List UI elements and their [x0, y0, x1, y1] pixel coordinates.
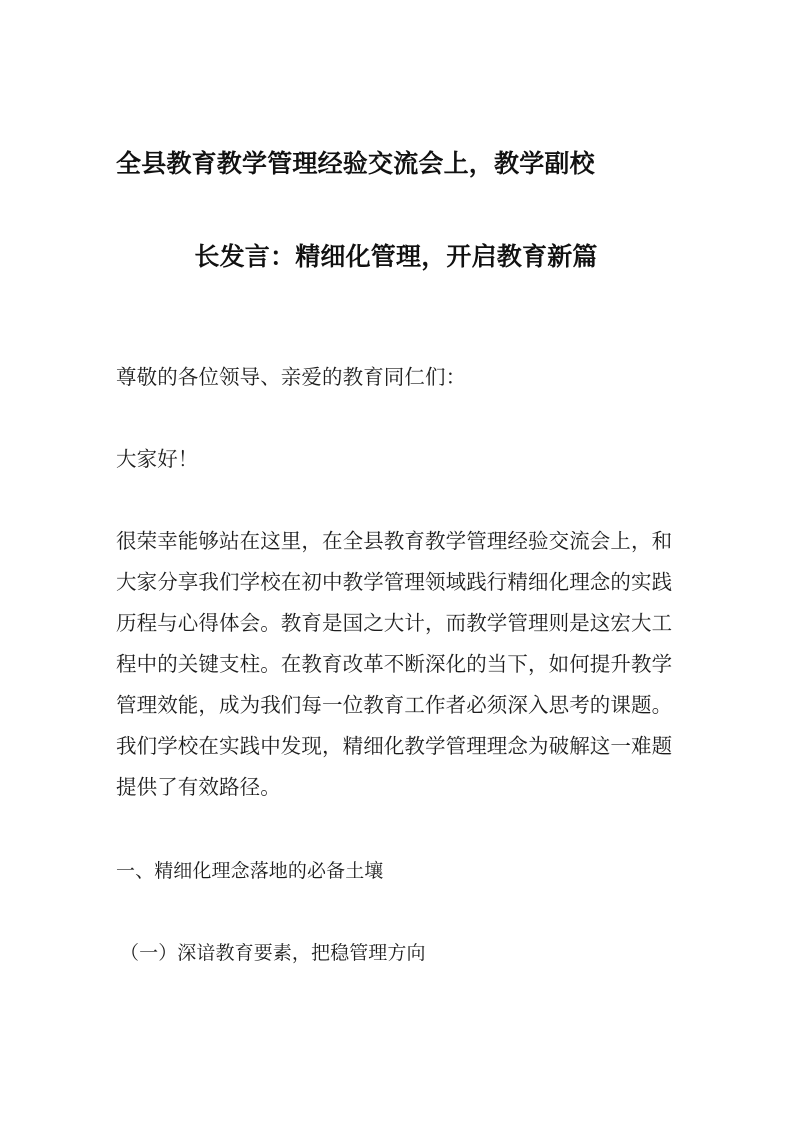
- page-title: [116, 0, 676, 304]
- greeting-text: 大家好！: [116, 448, 199, 471]
- page-title-line-2: 长发言：精细化管理，开启教育新篇: [194, 243, 598, 271]
- document-content: [116, 0, 676, 974]
- lead-paragraph: 很荣幸能够站在这里，在全县教育教学管理经验交流会上，和大家分享我们学校在初中教学管理领域践行精细化理念的实践历程与心得体会。教育是国之大计，而教学管理则是这宏大工程中的关键支柱。在教育改革不断深化的当下，如何提升教学管理效能，成为我们每一位教育工作者必须深入思考的课题。我们学校在实践中发现，精细化教学管理理念为破解这一难题提供了有效路径。: [116, 530, 673, 799]
- page-title-line-1: 全县教育教学管理经验交流会上，教学副校: [116, 150, 595, 178]
- section-heading-1: 一、精细化理念落地的必备土壤: [116, 861, 384, 882]
- salutation-text: 尊敬的各位领导、亲爱的教育同仁们：: [116, 366, 467, 389]
- sub-heading-1: （一）深谙教育要素，把稳管理方向: [120, 943, 426, 964]
